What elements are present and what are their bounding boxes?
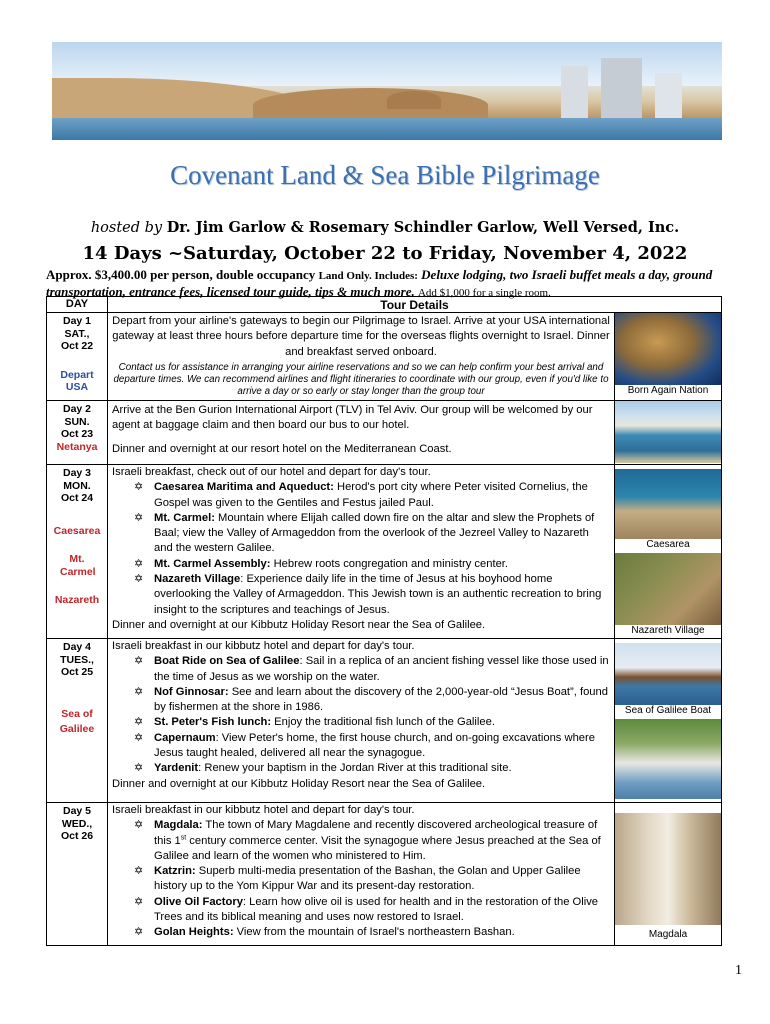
itinerary-row-day2: [47, 401, 721, 465]
column-header-details: Tour Details: [380, 298, 449, 312]
table-header-row: [47, 297, 721, 313]
day-intro: Israeli breakfast in our kibbutz hotel and depart for day's tour.: [112, 804, 415, 816]
details-cell: [108, 803, 615, 945]
baptism-photo: [615, 719, 721, 799]
day-weekday: TUES.,: [60, 653, 94, 666]
day-description: Arrive at the Ben Gurion International Airport (TLV) in Tel Aviv. Our group will be welcomed by our agent at baggage claim and then board our bus to our hotel.: [112, 404, 593, 432]
star-icon: ✡: [134, 655, 144, 668]
photo-caption: Magdala: [648, 929, 688, 940]
day-location-mt-carmel: Mt. Carmel: [60, 553, 96, 578]
day-location: Sea of Galilee: [59, 707, 95, 735]
price-includes: Deluxe lodging, two Israeli buffet meals a day, ground transportation, entrance fees, licensed tour guide, tips & much more.: [46, 267, 713, 299]
star-icon: ✡: [134, 511, 144, 524]
itinerary-row-day5: [47, 803, 721, 945]
activity-list: [112, 480, 610, 618]
price-main: Approx. $3,400.00 per person, double occupancy: [46, 267, 316, 282]
day-dinner: Dinner and overnight at our Kibbutz Holiday Resort near the Sea of Galilee.: [112, 618, 486, 631]
day-date: Oct 23: [60, 428, 94, 440]
activity-title: St. Peter's Fish lunch:: [154, 716, 272, 729]
price-land-only: Land Only. Includes:: [318, 270, 418, 282]
activity-title: Mt. Carmel Assembly:: [154, 557, 271, 570]
activity-text: Superb multi-media presentation of the Bashan, the Golan and Upper Galilee history up to the Yom Kippur War and its present-day restoration.: [154, 865, 581, 893]
star-icon: ✡: [134, 557, 144, 570]
activity-title: Magdala:: [154, 819, 203, 832]
world-map-photo: [615, 313, 721, 385]
day-number: Day 2: [62, 403, 92, 415]
day-weekday: WED.,: [61, 817, 93, 830]
day-intro: Israeli breakfast in our kibbutz hotel and depart for day's tour.: [112, 640, 415, 652]
activity-text: : Learn how olive oil is used for health and in the restoration of the Olive Trees and its biblical meaning and uses now restored to Israel.: [154, 895, 599, 924]
activity-text: : Sail in a replica of an ancient fishing vessel like those used in the time of Jesus as we worship on the water.: [154, 655, 609, 683]
star-icon: ✡: [134, 762, 144, 775]
activity-title: Caesarea Maritima and Aqueduct:: [154, 481, 334, 494]
day-dinner: Dinner and overnight at our Kibbutz Holiday Resort near the Sea of Galilee.: [112, 777, 486, 790]
star-icon: ✡: [134, 819, 144, 832]
day-description: Depart from your airline's gateways to begin our Pilgrimage to Israel. Arrive at your USA international gateway at least three hours before departure time for the overseas flights overnight to Israel. Dinner and breakfast served onboard.: [112, 315, 610, 358]
details-cell: [108, 401, 615, 464]
nazareth-village-photo: [615, 553, 721, 625]
day-intro: Israeli breakfast, check out of our hotel and depart for day's tour.: [112, 466, 431, 478]
list-item: [112, 685, 610, 716]
activity-title: Yardenit: [154, 762, 199, 775]
day-location: Depart USA: [60, 368, 94, 393]
day-cell: [47, 803, 108, 945]
activity-text: Herod's port city where Peter visited Cornelius, the Gospel was given to the Gentiles and Festus jailed Paul.: [154, 481, 588, 509]
activity-title: Mt. Carmel:: [154, 511, 215, 524]
host-names: Dr. Jim Garlow & Rosemary Schindler Garlow, Well Versed, Inc.: [166, 219, 680, 236]
activity-title: Capernaum: [154, 731, 216, 744]
list-item: [112, 895, 610, 926]
activity-text: Hebrew roots congregation and ministry center.: [270, 557, 509, 570]
activity-text: Enjoy the traditional fish lunch of the Galilee.: [271, 716, 495, 729]
details-cell: [108, 639, 615, 802]
day-weekday: SUN.: [64, 415, 90, 428]
day-weekday: MON.: [63, 479, 91, 492]
list-item: [112, 557, 610, 572]
star-icon: ✡: [134, 895, 144, 908]
activity-text: View from the mountain of Israel's northeastern Bashan.: [233, 926, 515, 939]
star-icon: ✡: [134, 716, 144, 729]
itinerary-table: [46, 296, 722, 946]
day-number: Day 1: [62, 315, 92, 327]
details-cell: [108, 465, 615, 638]
day-cell: [47, 401, 108, 464]
booking-note: Contact us for assistance in arranging your airline reservations and so we can help confirm your best arrival and departure times. We can recommend airlines and flight itineraries to coordinate with our group, even if you'd like to arrive a day or so early or stay longer than the group tour: [113, 361, 609, 397]
trip-dates: 14 Days ~Saturday, October 22 to Friday, November 4, 2022: [82, 243, 688, 264]
activity-text: : View Peter's home, the first house church, and on-going excavations where Jesus taught healed, delivered all near the synagogue.: [154, 731, 595, 760]
day-cell: [47, 639, 108, 802]
day-location-caesarea: Caesarea: [53, 524, 101, 537]
day-cell: [47, 313, 108, 400]
list-item: [112, 864, 610, 895]
day-cell: [47, 465, 108, 638]
activity-title: Nof Ginnosar:: [154, 685, 229, 698]
activity-text-cont: century commerce center. Visit the synagogue where Jesus preached at the Sea of Galilee and learn of the women who ministered to Him.: [154, 834, 601, 862]
photo-caption: Nazareth Village: [631, 625, 705, 636]
list-item: [112, 511, 610, 557]
activity-text: : Experience daily life in the time of Jesus at his boyhood home overlooking the Valley of Armageddon. This Jewish town is an authentic recreation to bring insight to the scriptures and teachings of Jesus.: [154, 573, 602, 616]
star-icon: ✡: [134, 731, 144, 744]
hosted-by-line: [0, 219, 770, 236]
star-icon: ✡: [134, 481, 144, 494]
list-item: [112, 572, 610, 618]
details-cell: [108, 313, 615, 400]
photo-caption: Born Again Nation: [627, 385, 709, 396]
star-icon: ✡: [134, 926, 144, 939]
list-item: [112, 925, 610, 940]
day-location: Netanya: [56, 440, 98, 453]
list-item: [112, 654, 610, 685]
star-icon: ✡: [134, 573, 144, 586]
day-number: Day 5: [62, 805, 92, 817]
image-cell: [615, 803, 721, 945]
day-date: Oct 26: [60, 830, 94, 842]
image-cell: [615, 401, 721, 464]
activity-text: : Renew your baptism in the Jordan River at this traditional site.: [198, 762, 512, 775]
image-cell: [615, 465, 721, 638]
photo-caption: Caesarea: [646, 539, 690, 550]
day-weekday: SAT.,: [64, 327, 90, 340]
magdala-church-photo: [615, 813, 721, 925]
activity-list: [112, 654, 610, 776]
day-date: Oct 25: [60, 666, 94, 678]
star-icon: ✡: [134, 865, 144, 878]
ordinal-suffix: st: [180, 833, 187, 841]
day-number: Day 3: [62, 467, 92, 479]
day-number: Day 4: [62, 641, 92, 653]
header-banner-image: [52, 42, 722, 140]
activity-text: The town of Mary Magdalene and recently discovered archeological treasure of this 1: [154, 819, 598, 847]
star-icon: ✡: [134, 685, 144, 698]
activity-text: Mountain where Elijah called down fire on the altar and slew the Prophets of Baal; view the Valley of Armageddon from the overlook of the Jezreel Valley to Nazareth and the western Galilee.: [154, 511, 595, 555]
page-number: 1: [735, 963, 742, 978]
itinerary-row-day3: [47, 465, 721, 639]
list-item: [112, 480, 610, 511]
day-date: Oct 24: [60, 492, 94, 504]
activity-title: Katzrin:: [154, 865, 196, 878]
list-item: [112, 731, 610, 762]
activity-title: Olive Oil Factory: [154, 895, 243, 908]
galilee-boat-photo: [615, 643, 721, 705]
activity-title: Boat Ride on Sea of Galilee: [154, 655, 300, 668]
image-cell: [615, 313, 721, 400]
list-item: [112, 761, 610, 776]
netanya-coast-photo: [615, 401, 721, 463]
activity-title: Nazareth Village: [154, 573, 241, 586]
caesarea-aerial-photo: [615, 469, 721, 539]
list-item: [112, 818, 610, 864]
hosted-by-label: hosted by: [90, 220, 163, 236]
price-single-room: Add $1,000 for a single room.: [417, 287, 551, 299]
activity-title: Golan Heights:: [154, 926, 234, 939]
itinerary-row-day4: [47, 639, 721, 803]
image-cell: [615, 639, 721, 802]
activity-text: See and learn about the discovery of the 2,000-year-old “Jesus Boat”, found by fishermen at the shore in 1986.: [154, 685, 608, 714]
day-location-nazareth: Nazareth: [54, 594, 100, 606]
day-date: Oct 22: [60, 340, 94, 352]
day-dinner: Dinner and overnight at our resort hotel on the Mediterranean Coast.: [112, 442, 452, 455]
column-header-day: DAY: [47, 297, 108, 312]
list-item: [112, 715, 610, 730]
activity-list: [112, 818, 610, 940]
photo-caption: Sea of Galilee Boat: [624, 705, 712, 716]
page-title: Covenant Land & Sea Bible Pilgrimage: [170, 160, 600, 190]
itinerary-row-day1: [47, 313, 721, 401]
